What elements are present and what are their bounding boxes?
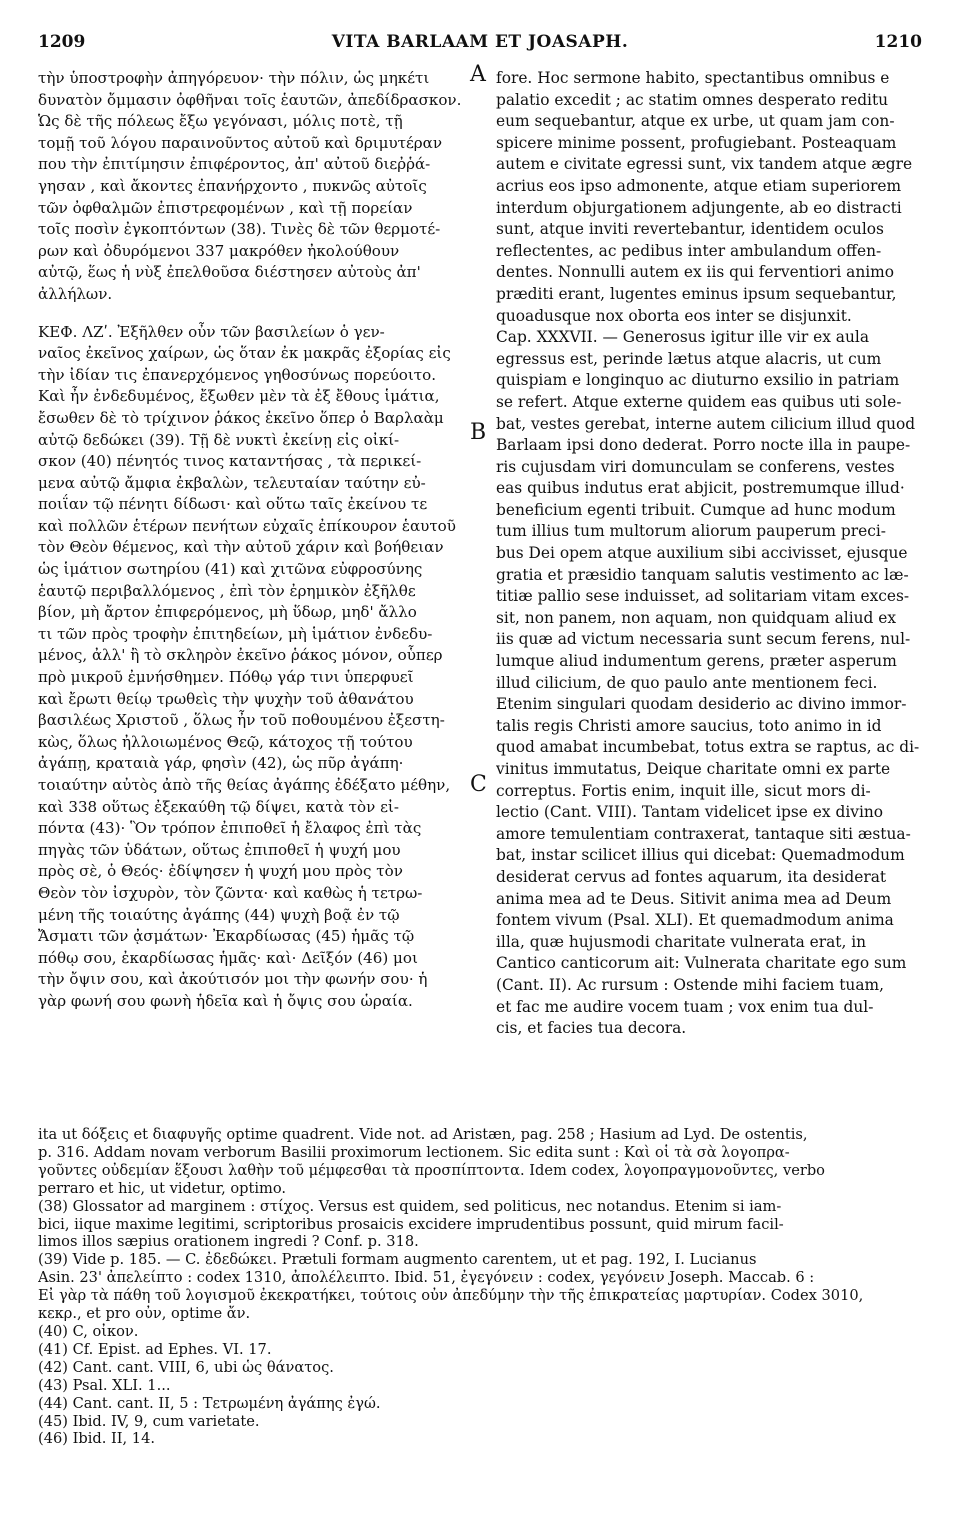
- latin-text-line: illa, quæ hujusmodi charitate vulnerata erat, in: [496, 932, 867, 951]
- greek-text-column: [38, 68, 468, 1013]
- margin-marker-c: C: [470, 772, 487, 797]
- latin-text-line: cis, et facies tua decora.: [496, 1019, 687, 1038]
- latin-text-line: eas quibus indutus erat abjicit, postremumque illud·: [496, 479, 905, 498]
- latin-text-line: desiderat cervus ad fontes aquarum, ita desiderat: [496, 867, 887, 886]
- greek-text-line: τὸν Θεὸν θέμενος, καὶ τὴν αὐτοῦ χάριν καὶ βοήθειαν: [38, 538, 444, 557]
- latin-text-line: bat, vestes gerebat, interne autem cilicium illud quod: [496, 414, 916, 433]
- footnote-line: perraro et hic, ut videtur, optimo.: [38, 1179, 287, 1197]
- latin-text-line: fore. Hoc sermone habito, spectantibus omnibus e: [496, 69, 890, 87]
- latin-text-line: ris cujusdam viri domunculam se conferens, vestes: [496, 457, 895, 476]
- running-title: VITA BARLAAM ET JOASAPH.: [331, 32, 629, 52]
- footnote-line: (41) Cf. Epist. ad Ephes. VI. 17.: [38, 1340, 272, 1358]
- page-number-right: 1210: [874, 32, 922, 52]
- greek-text-line: που τὴν ἐπιτίμησιν ἐπιφέροντος, ἀπ' αὐτοῦ διεῤῥά-: [38, 155, 431, 174]
- latin-text-line: Etenim singulari quodam desiderio ac divino immor-: [496, 695, 907, 714]
- footnote-line: (42) Cant. cant. VIII, 6, ubi ὡς θάνατος.: [38, 1358, 334, 1376]
- greek-text-line: ναῖος ἐκεῖνος χαίρων, ὡς ὅταν ἐκ μακρᾶς ἐξορίας εἰς: [38, 344, 451, 363]
- latin-text-line: vinitus immutatus, Deique charitate omni ex parte: [496, 760, 891, 778]
- greek-text-line: σκον (40) πένητός τινος καταντήσας , τὰ περικεί-: [38, 452, 422, 471]
- greek-text-line: τὴν ἰδίαν τις ἐπανερχόμενος γηθοσύνως πορεύοιτο.: [38, 365, 437, 384]
- latin-text-line: correptus. Fortis enim, inquit ille, sicut mors di-: [496, 781, 871, 800]
- latin-text-line: fontem vivum (Psal. XLI). Et quemadmodum anima: [496, 911, 894, 930]
- greek-text-line: πρὸς σὲ, ὁ Θεός· ἐδίψησεν ἡ ψυχή μου πρὸς τὸν: [38, 862, 403, 881]
- latin-text-line: quispiam e longinquo ac diuturno exsilio in patriam: [496, 371, 900, 390]
- latin-text-line: Cap. XXXVII. — Generosus igitur ille vir ex aula: [496, 328, 869, 347]
- greek-text-line: μένη τῆς τοιαύτης ἀγάπης (44) ψυχὴ βοᾷ ἐν τῷ: [38, 905, 400, 924]
- latin-text-line: se refert. Atque externe quidem eas quibus uti sole-: [496, 392, 902, 411]
- latin-text-line: quod amabat incumbebat, totus extra se raptus, ac di-: [496, 738, 920, 757]
- margin-marker-a: A: [470, 62, 486, 87]
- latin-text-line: illud cilicium, de quo paulo ante mentionem feci.: [496, 673, 878, 692]
- latin-text-line: Cantico canticorum ait: Vulnerata charitate ego sum: [496, 954, 907, 973]
- latin-text-line: (Cant. II). Ac rursum : Ostende mihi faciem tuam,: [496, 975, 884, 994]
- latin-text-line: bat, instar scilicet illius qui dicebat: Quemadmodum: [496, 846, 905, 865]
- latin-text-line: palatio excedit ; ac statim omnes desperato reditu: [496, 90, 889, 109]
- margin-marker-b: B: [470, 420, 487, 445]
- greek-text-line: γησαν , καὶ ἄκοντες ἐπανήρχοντο , πυκνῶς αὐτοῖς: [38, 176, 427, 195]
- greek-text-line: ἀγάπῃ, κραταιὰ γάρ, φησὶν (42), ὡς πῦρ ἀγάπη·: [38, 754, 404, 773]
- greek-text-line: τὴν ὑποστροφὴν ἀπηγόρευον· τὴν πόλιν, ὡς μηκέτι: [38, 69, 430, 87]
- greek-text-line: τοῖς ποσὶν ἐγκοπτόντων (38). Τινὲς δὲ τῶν θερμοτέ-: [38, 220, 441, 239]
- latin-text-line: bus Dei opem atque auxilium sibi accivisset, ejusque: [496, 544, 908, 563]
- greek-text-line: μένος, ἀλλ' ἢ τὸ σκληρὸν ἐκεῖνο ῥάκος μόνον, οὗπερ: [38, 646, 443, 665]
- greek-text-line: ποιΐαν τῷ πένητι δίδωσι· καὶ οὕτω ταῖς ἐκείνου τε: [38, 495, 428, 514]
- greek-text-line: τομῇ τοῦ λόγου παραινοῦντος αὐτοῦ καὶ δριμυτέραν: [38, 133, 443, 152]
- footnote-line: limos illos sæpius orationem ingredi ? Conf. p. 318.: [38, 1233, 419, 1251]
- greek-text-line: πρὸ μικροῦ ἐμνήσθημεν. Πόθῳ γάρ τινι ὑπερφυεῖ: [38, 668, 414, 687]
- latin-text-line: beneficium egenti tribuit. Cumque ad hunc modum: [496, 500, 896, 519]
- footnote-line: (43) Psal. XLI. 1...: [38, 1376, 171, 1394]
- greek-text-line: τῶν ὀφθαλμῶν ἐπιστρεφομένων , καὶ τῇ πορείαν: [38, 198, 413, 217]
- greek-text-line: τοιαύτην αὐτὸς ἀπὸ τῆς θείας ἀγάπης ἐδέξατο μέθην,: [38, 776, 451, 794]
- greek-text-line: αὐτῷ, ἕως ἡ νὺξ ἐπελθοῦσα διέστησεν αὐτοὺς ἀπ': [38, 263, 421, 282]
- footnote-line: (44) Cant. cant. II, 5 : Τετρωμένη ἀγάπης ἐγώ.: [38, 1394, 381, 1412]
- greek-text-line: ΚΕΦ. ΛΖʹ. Ἐξῆλθεν οὖν τῶν βασιλείων ὁ γεν-: [38, 322, 385, 341]
- greek-text-line: ρων καὶ ὀδυρόμενοι 337 μακρόθεν ἠκολούθουν: [38, 241, 400, 260]
- latin-text-line: reflectentes, ac pedibus inter ambulandum offen-: [496, 241, 882, 260]
- footnote-line: ita ut δόξεις et διαφυγῆς optime quadrent. Vide not. ad Aristæn, pag. 258 ; Hasium ad Lyd. De ostentis,: [38, 1126, 808, 1143]
- footnote-line: κεκρ., et pro οὖν, optime ἄν.: [38, 1305, 251, 1323]
- greek-text-line: πηγὰς τῶν ὑδάτων, οὕτως ἐπιποθεῖ ἡ ψυχή μου: [38, 840, 401, 859]
- footnotes: [38, 1126, 924, 1448]
- greek-text-line: τι τῶν πρὸς τροφὴν ἐπιτηδείων, μὴ ἱμάτιον ἐνδεδυ-: [38, 624, 433, 643]
- latin-text-line: præditi erant, lugentes eminus ipsum sequebantur,: [496, 284, 897, 303]
- footnote-line: (45) Ibid. IV, 9, cum varietate.: [38, 1412, 260, 1430]
- footnote-line: bici, iique maxime legitimi, scriptoribus prosaicis excidere imprudentibus possunt, quid mirum facil-: [38, 1215, 784, 1233]
- latin-text-line: egressus est, perinde lætus atque alacris, ut cum: [496, 349, 882, 368]
- greek-text-line: Ἄσματι τῶν ᾀσμάτων· Ἐκαρδίωσας (45) ἡμᾶς τῷ: [38, 927, 415, 946]
- latin-text-line: anima mea ad te Deus. Sitivit anima mea ad Deum: [496, 889, 892, 908]
- greek-text-line: βίον, μὴ ἄρτον ἐπιφερόμενος, μὴ ὕδωρ, μηδ' ἄλλο: [38, 603, 417, 622]
- footnote-line: Asin. 23' ἀπελείπτο : codex 1310, ἀπολέλειπτο. Ibid. 51, ἐγεγόνειν : codex, γεγόνειν Joseph. Maccab. 6 :: [38, 1269, 815, 1287]
- footnote-line: (46) Ibid. II, 14.: [38, 1430, 156, 1448]
- greek-text-line: ἔσωθεν δὲ τὸ τρίχινον ῥάκος ἐκεῖνο ὅπερ ὁ Βαρλαὰμ: [38, 408, 444, 427]
- greek-text-line: αὐτῷ δεδώκει (39). Τῇ δὲ νυκτὶ ἐκείνῃ εἰς οἰκί-: [38, 430, 400, 449]
- greek-text-line: ἑαυτῷ περιβαλλόμενος , ἐπὶ τὸν ἐρημικὸν ἐξῆλθε: [38, 581, 416, 600]
- latin-text-line: autem e civitate egressi sunt, vix tandem atque ægre: [496, 155, 913, 174]
- greek-text-line: πόθῳ σου, ἐκαρδίωσας ἡμᾶς· καὶ· Δεῖξόν (46) μοι: [38, 948, 418, 967]
- greek-text-line: τὴν ὄψιν σου, καὶ ἀκούτισόν μοι τὴν φωνήν σου· ἡ: [38, 970, 428, 989]
- greek-text-line: μενα αὐτῷ ἄμφια ἐκβαλὼν, τελευταίαν ταύτην εὐ-: [38, 473, 426, 492]
- greek-text-line: Θεὸν τὸν ἰσχυρὸν, τὸν ζῶντα· καὶ καθὼς ἡ τετρω-: [38, 883, 423, 902]
- latin-text-line: titiæ pallio sese induisset, ad solitariam vitam exces-: [496, 587, 910, 606]
- latin-text-line: gratia et præsidio tanquam salutis vestimento ac læ-: [496, 565, 909, 584]
- latin-text-line: lumque aliud indumentum gerens, præter asperum: [496, 652, 897, 671]
- greek-text-line: ὡς ἱμάτιον σωτηρίου (41) καὶ χιτῶνα εὐφροσύνης: [38, 560, 423, 579]
- footnote-line: p. 316. Addam novam verborum Basilii proximorum lectionem. Sic edita sunt : Καὶ οἱ τὰ σὰ λογοπρα-: [38, 1143, 790, 1161]
- latin-text-line: sit, non panem, non aquam, non quidquam aliud ex: [496, 608, 897, 627]
- running-header: [38, 32, 922, 58]
- footnote-line: Εἰ γὰρ τὰ πάθη τοῦ λογισμοῦ ἐκεκρατήκει, τούτοις οὖν ἀπεδύμην τὴν τῆς ἐπικρατείας μαρτυρίαν. Codex 3010,: [38, 1287, 864, 1305]
- latin-text-line: lectio (Cant. VIII). Tantam videlicet ipse ex divino: [496, 803, 884, 822]
- latin-text-line: spicere minime possent, profugiebant. Posteaquam: [496, 133, 897, 152]
- greek-text-line: δυνατὸν ὄμμασιν ὀφθῆναι τοῖς ἑαυτῶν, ἀπεδίδρασκον.: [38, 90, 462, 109]
- latin-text-line: iis quæ ad victum necessaria sunt secum ferens, nul-: [496, 630, 911, 649]
- latin-text-line: talis regis Christi amore saucius, toto animo in id: [496, 716, 882, 735]
- latin-text-line: tum illius tum multorum aliorum pauperum preci-: [496, 522, 886, 541]
- latin-text-line: et fac me audire vocem tuam ; vox enim tua dul-: [496, 997, 874, 1016]
- latin-text-line: dentes. Nonnulli autem ex iis qui ferventiori animo: [496, 263, 895, 282]
- latin-text-line: acrius eos ipso admonente, atque etiam superiorem: [496, 176, 902, 195]
- greek-text-line: καὶ πολλῶν ἑτέρων πενήτων εὐχαῖς ἐπίκουρον ἑαυτοῦ: [38, 516, 456, 535]
- latin-text-line: interdum objurgationem adjungente, ab eo distracti: [496, 198, 902, 217]
- greek-text-line: καὶ ἔρωτι θείῳ τρωθεὶς τὴν ψυχὴν τοῦ ἀθανάτου: [38, 689, 414, 708]
- greek-text-line: Ὡς δὲ τῆς πόλεως ἔξω γεγόνασι, μόλις ποτὲ, τῇ: [38, 112, 403, 131]
- greek-text-line: βασιλέως Χριστοῦ , ὅλως ἦν τοῦ ποθουμένου ἐξεστη-: [38, 711, 445, 730]
- latin-text-line: quoadusque nox oborta eos inter se disjunxit.: [496, 306, 852, 325]
- paragraph-gap: [38, 306, 468, 322]
- page-number-left: 1209: [38, 32, 86, 52]
- footnote-line: (40) C, οἶκον.: [38, 1322, 139, 1340]
- latin-text-line: Barlaam ipsi dono dederat. Porro nocte illa in paupe-: [496, 436, 911, 455]
- greek-text-line: πόντα (43)· Ὃν τρόπον ἐπιποθεῖ ἡ ἔλαφος ἐπὶ τὰς: [38, 819, 422, 838]
- latin-text-line: eum sequebantur, atque ex urbe, ut quam jam con-: [496, 112, 895, 131]
- latin-text-line: sunt, atque inviti revertebantur, identidem oculos: [496, 220, 884, 239]
- greek-text-line: ἀλλήλων.: [38, 284, 113, 303]
- greek-text-line: καὶ 338 οὕτως ἐξεκαύθη τῷ δίψει, κατὰ τὸν εἰ-: [38, 797, 399, 816]
- footnote-line: (38) Glossator ad marginem : στίχος. Versus est quidem, sed politicus, nec notandus. Etenim si iam-: [38, 1197, 782, 1215]
- latin-text-column: [496, 68, 924, 1040]
- footnote-line: γοῦντες οὐδεμίαν ἕξουσι λαθὴν τοῦ μέμφεσθαι τὰ προσπίπτοντα. Idem codex, λογοπραγμονοῦντες, verbo: [38, 1161, 825, 1179]
- greek-text-line: Καὶ ἦν ἐνδεδυμένος, ἔξωθεν μὲν τὰ ἐξ ἔθους ἱμάτια,: [38, 387, 440, 406]
- latin-text-line: amore temulentiam contraxerat, tantaque siti æstua-: [496, 824, 911, 843]
- greek-text-line: γὰρ φωνή σου φωνὴ ἡδεῖα καὶ ἡ ὄψις σου ὡραία.: [38, 991, 413, 1010]
- greek-text-line: κὼς, ὅλως ἠλλοιωμένος Θεῷ, κάτοχος τῇ τούτου: [38, 732, 413, 751]
- footnote-line: (39) Vide p. 185. — C. ἐδεδώκει. Prætuli formam augmento carentem, ut et pag. 192, I. Lucianus: [38, 1251, 757, 1269]
